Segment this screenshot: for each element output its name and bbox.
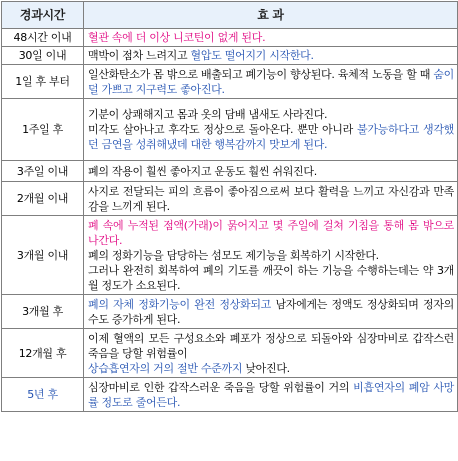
- effect-text: 폐의 정화기능을 담당하는 섬모도 제기능을 회복하기 시작한다.: [88, 248, 379, 262]
- table-row: [2, 378, 458, 412]
- effect-cell: [84, 29, 458, 47]
- effect-text: 남자에게는 정액도 정상화되며 정자의 수도 증가하게 된다.: [88, 297, 454, 326]
- highlighted-text: 숨이 덜 가쁘고 지구력도 좋아진다.: [88, 67, 454, 96]
- effect-paragraph: [88, 331, 454, 361]
- effect-cell: [84, 329, 458, 378]
- effect-paragraph: [88, 122, 454, 152]
- effect-cell: [84, 47, 458, 65]
- effect-cell: [84, 295, 458, 329]
- table-header-row: [2, 2, 458, 29]
- effect-text: 사지로 전달되는 피의 흐름이 좋아짐으로써 보다 활력을 느끼고 자신감과 만족감을 느끼게 된다.: [88, 184, 454, 213]
- effect-text: 심장마비로 인한 갑작스러운 죽음을 당할 위험률이 거의: [88, 380, 354, 394]
- effect-text: 폐의 작용이 훨씬 좋아지고 운동도 훨씬 쉬워진다.: [88, 164, 317, 178]
- effect-cell: [84, 182, 458, 216]
- highlighted-text: 폐의 자체 정화기능이 완전 정상화되고: [88, 297, 271, 311]
- effect-cell: [84, 65, 458, 99]
- table-row: [2, 47, 458, 65]
- period-cell: 3주일 이내: [2, 161, 84, 182]
- table-row: [2, 65, 458, 99]
- effect-paragraph: [88, 67, 454, 97]
- effect-paragraph: [88, 164, 454, 179]
- period-cell: 3개월 후: [2, 295, 84, 329]
- table-row: [2, 182, 458, 216]
- header-effect: 효 과: [84, 2, 458, 29]
- effect-text: 맥박이 점차 느려지고: [88, 49, 191, 62]
- table-row: [2, 161, 458, 182]
- highlighted-text: 비흡연자의 폐암 사망률 정도로 줄어든다.: [88, 380, 455, 409]
- period-cell: 3개월 이내: [2, 216, 84, 295]
- effect-paragraph: [88, 380, 454, 410]
- highlighted-text: 폐 속에 누적된 점액(가래)이 묽어지고 몇 주일에 걸쳐 기침을 통해 몸 밖으로 나간다.: [88, 218, 454, 247]
- effect-text: 낮아진다.: [242, 361, 290, 375]
- table-row: [2, 29, 458, 47]
- period-cell: 1주일 후: [2, 99, 84, 161]
- period-cell: 5년 후: [2, 378, 84, 412]
- period-cell: 1일 후 부터: [2, 65, 84, 99]
- highlighted-text: 혈관 속에 더 이상 니코틴이 없게 된다.: [88, 31, 266, 44]
- table-row: [2, 99, 458, 161]
- effect-text: 미각도 살아나고 후각도 정상으로 돌아온다. 뿐만 아니라: [88, 123, 358, 136]
- effect-text: 그러나 완전히 회복하여 폐의 기도를 깨끗이 하는 기능을 수행하는데는 약 3개월 정도가 소요된다.: [88, 263, 454, 292]
- smoking-cessation-table: [1, 1, 458, 412]
- effect-paragraph: [88, 263, 454, 293]
- effect-cell: [84, 216, 458, 295]
- effect-paragraph: [88, 297, 454, 327]
- effect-paragraph: [88, 48, 454, 63]
- effect-paragraph: [88, 248, 454, 263]
- effect-paragraph: [88, 218, 454, 248]
- highlighted-text: 상습흡연자의 거의 절반 수준까지: [88, 361, 243, 375]
- period-cell: 48시간 이내: [2, 29, 84, 47]
- table-row: [2, 329, 458, 378]
- table-row: [2, 216, 458, 295]
- table-row: [2, 295, 458, 329]
- period-cell: 12개월 후: [2, 329, 84, 378]
- effect-paragraph: [88, 361, 454, 376]
- table-body: [2, 29, 458, 412]
- highlighted-text: 혈압도 떨어지기 시작한다.: [190, 49, 314, 62]
- period-cell: 2개월 이내: [2, 182, 84, 216]
- highlighted-text: 불가능하다고 생각했던 금연을 성취해냈데 대한 행복감까지 맛보게 된다.: [88, 123, 454, 151]
- header-period: 경과시간: [2, 2, 84, 29]
- effect-paragraph: [88, 107, 454, 122]
- effect-cell: [84, 378, 458, 412]
- effect-paragraph: [88, 30, 454, 45]
- effect-text: 기분이 상쾌해지고 몸과 옷의 담배 냄새도 사라진다.: [88, 108, 328, 121]
- effect-text: 일산화탄소가 몸 밖으로 배출되고 폐기능이 향상된다. 육체적 노동을 할 때: [88, 67, 434, 81]
- effect-text: 이제 혈액의 모든 구성요소와 폐포가 정상으로 되돌아와 심장마비로 갑작스런 죽음을 당할 위험률이: [88, 331, 454, 360]
- effect-cell: [84, 99, 458, 161]
- period-cell: 30일 이내: [2, 47, 84, 65]
- effect-paragraph: [88, 184, 454, 214]
- effect-cell: [84, 161, 458, 182]
